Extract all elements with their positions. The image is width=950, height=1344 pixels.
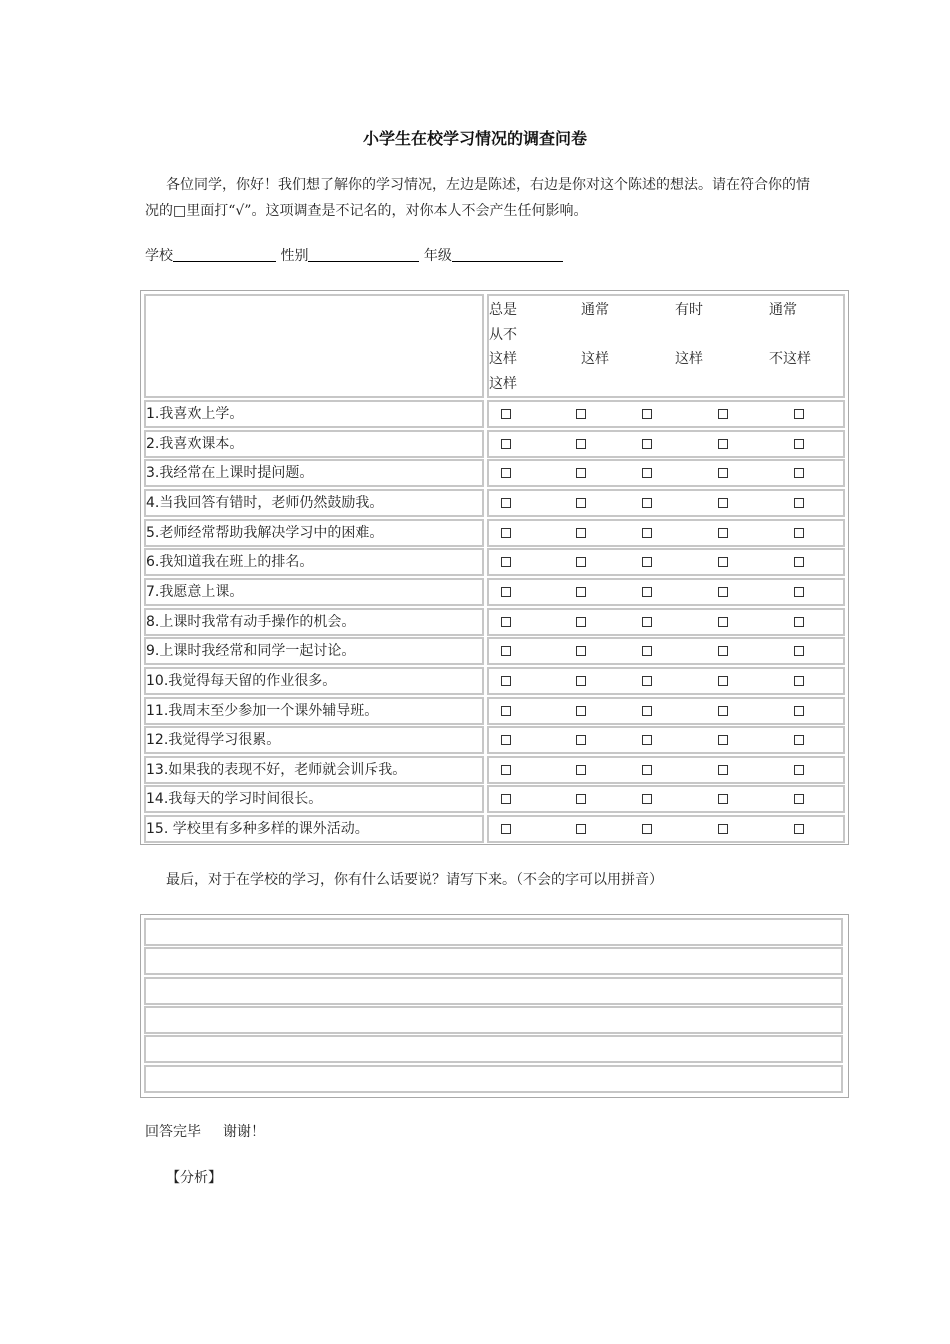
- checkbox-option-1[interactable]: [501, 528, 511, 538]
- question-text: [144, 785, 484, 813]
- checkbox-option-2[interactable]: [576, 557, 586, 567]
- checkbox-option-3[interactable]: [642, 468, 652, 478]
- answer-options: [487, 726, 845, 754]
- table-row: [144, 400, 845, 428]
- header-options-cell: [487, 294, 845, 398]
- checkbox-option-3[interactable]: [642, 617, 652, 627]
- checkbox-option-5[interactable]: [794, 468, 804, 478]
- checkbox-option-1[interactable]: [501, 409, 511, 419]
- gender-label: 性别: [280, 248, 309, 264]
- answer-options: [487, 756, 845, 784]
- header-sometimes: 有时: [675, 302, 703, 318]
- question-number: 14: [146, 791, 164, 808]
- intro-paragraph: 各位同学，你好！我们想了解你的学习情况，左边是陈述，右边是你对这个陈述的想法。请在符合你的情况的□里面打“√”。这项调查是不记名的，对你本人不会产生任何影响。: [145, 177, 810, 219]
- question-label: .我经常在上课时提问题。: [154, 465, 314, 482]
- checkbox-option-5[interactable]: [794, 794, 804, 804]
- question-text: [144, 400, 484, 428]
- checkbox-option-4[interactable]: [718, 706, 728, 716]
- question-label: .我知道我在班上的排名。: [154, 554, 314, 571]
- school-blank[interactable]: [173, 245, 276, 262]
- gender-blank[interactable]: [308, 245, 419, 262]
- checkbox-option-2[interactable]: [576, 676, 586, 686]
- checkbox-option-4[interactable]: [718, 587, 728, 597]
- question-label: .我喜欢上学。: [154, 406, 244, 422]
- checkbox-option-4[interactable]: [718, 439, 728, 449]
- thanks-text: 谢谢！: [223, 1124, 265, 1140]
- question-number: 4: [146, 494, 155, 511]
- done-text: 回答完毕: [145, 1124, 201, 1140]
- question-text: [144, 459, 484, 487]
- checkbox-option-1[interactable]: [501, 439, 511, 449]
- checkbox-option-4[interactable]: [718, 557, 728, 567]
- closing-prompt: 最后，对于在学校的学习，你有什么话要说？请写下来。（不会的字可以用拼音）: [166, 872, 663, 888]
- checkbox-option-1[interactable]: [501, 794, 511, 804]
- question-text: [144, 608, 484, 636]
- header-always: 总是: [489, 302, 517, 318]
- checkbox-option-5[interactable]: [794, 735, 804, 745]
- checkbox-option-3[interactable]: [642, 439, 652, 449]
- checkbox-option-3[interactable]: [642, 765, 652, 775]
- checkbox-option-4[interactable]: [718, 646, 728, 656]
- analysis-heading: 【分析】: [166, 1170, 222, 1186]
- question-label: .我周末至少参加一个课外辅导班。: [163, 702, 379, 719]
- checkbox-option-1[interactable]: [501, 557, 511, 567]
- answer-line[interactable]: [144, 977, 843, 1005]
- question-text: [144, 726, 484, 754]
- checkbox-option-2[interactable]: [576, 706, 586, 716]
- checkbox-option-5[interactable]: [794, 676, 804, 686]
- checkbox-option-3[interactable]: [642, 646, 652, 656]
- checkbox-option-1[interactable]: [501, 646, 511, 656]
- checkbox-option-5[interactable]: [794, 646, 804, 656]
- table-row: [144, 756, 845, 784]
- header-usually-not-suffix: 不这样: [769, 351, 811, 367]
- table-row: [144, 667, 845, 695]
- checkbox-option-1[interactable]: [501, 587, 511, 597]
- answer-line[interactable]: [144, 918, 843, 946]
- header-never-suffix: 这样: [489, 376, 517, 392]
- checkbox-option-1[interactable]: [501, 824, 511, 834]
- checkbox-option-2[interactable]: [576, 498, 586, 508]
- checkbox-option-4[interactable]: [718, 409, 728, 419]
- question-text: [144, 756, 484, 784]
- table-row: [144, 785, 845, 813]
- answer-options: [487, 815, 845, 843]
- question-number: 7: [146, 583, 155, 600]
- header-always-suffix: 这样: [489, 351, 517, 367]
- question-text: [144, 578, 484, 606]
- checkbox-option-5[interactable]: [794, 765, 804, 775]
- survey-table: [140, 290, 849, 845]
- checkbox-option-2[interactable]: [576, 528, 586, 538]
- checkbox-option-2[interactable]: [576, 439, 586, 449]
- checkbox-option-3[interactable]: [642, 676, 652, 686]
- checkbox-option-3[interactable]: [642, 409, 652, 419]
- checkbox-option-5[interactable]: [794, 409, 804, 419]
- question-text: [144, 815, 484, 843]
- answer-options: [487, 578, 845, 606]
- question-text: [144, 519, 484, 547]
- table-row: [144, 548, 845, 576]
- question-number: 8: [146, 613, 155, 630]
- question-text: [144, 637, 484, 665]
- checkbox-option-2[interactable]: [576, 735, 586, 745]
- question-number: 3: [146, 465, 155, 482]
- table-row: [144, 815, 845, 843]
- table-row: [144, 519, 845, 547]
- question-number: 1: [146, 406, 155, 422]
- question-number: 12: [146, 732, 164, 749]
- question-text: [144, 430, 484, 458]
- header-blank-cell: [144, 294, 484, 398]
- checkbox-option-5[interactable]: [794, 498, 804, 508]
- checkbox-option-3[interactable]: [642, 794, 652, 804]
- checkbox-option-5[interactable]: [794, 439, 804, 449]
- checkbox-option-3[interactable]: [642, 587, 652, 597]
- question-text: [144, 548, 484, 576]
- question-number: 10: [146, 672, 164, 689]
- checkbox-option-1[interactable]: [501, 765, 511, 775]
- checkbox-option-2[interactable]: [576, 824, 586, 834]
- checkbox-option-1[interactable]: [501, 735, 511, 745]
- checkbox-option-3[interactable]: [642, 706, 652, 716]
- school-label: 学校: [145, 248, 173, 264]
- answer-options: [487, 608, 845, 636]
- checkbox-option-4[interactable]: [718, 794, 728, 804]
- answer-options: [487, 697, 845, 725]
- answer-line[interactable]: [144, 1035, 843, 1063]
- answer-options: [487, 785, 845, 813]
- checkbox-option-1[interactable]: [501, 498, 511, 508]
- question-text: [144, 489, 484, 517]
- question-text: [144, 667, 484, 695]
- answer-line[interactable]: [144, 947, 843, 975]
- checkbox-option-2[interactable]: [576, 646, 586, 656]
- checkbox-option-4[interactable]: [718, 765, 728, 775]
- table-row: [144, 637, 845, 665]
- checkbox-option-4[interactable]: [718, 735, 728, 745]
- question-label: .老师经常帮助我解决学习中的困难。: [154, 524, 384, 541]
- checkbox-option-4[interactable]: [718, 617, 728, 627]
- question-number: 9: [146, 643, 155, 660]
- checkbox-option-5[interactable]: [794, 706, 804, 716]
- question-label: . 学校里有多种多样的课外活动。: [163, 821, 369, 838]
- info-fields: [145, 245, 563, 267]
- question-label: .上课时我常有动手操作的机会。: [154, 613, 356, 630]
- checkbox-option-1[interactable]: [501, 706, 511, 716]
- checkbox-option-4[interactable]: [718, 528, 728, 538]
- answer-options: [487, 459, 845, 487]
- answer-line[interactable]: [144, 1065, 843, 1093]
- question-text: [144, 697, 484, 725]
- answer-options: [487, 548, 845, 576]
- checkbox-option-3[interactable]: [642, 735, 652, 745]
- grade-label: 年级: [423, 248, 452, 264]
- question-number: 2: [146, 435, 155, 452]
- checkbox-option-5[interactable]: [794, 824, 804, 834]
- page-title: 小学生在校学习情况的调查问卷: [362, 129, 587, 148]
- checkbox-option-4[interactable]: [718, 468, 728, 478]
- checkbox-option-4[interactable]: [718, 824, 728, 834]
- checkbox-option-5[interactable]: [794, 587, 804, 597]
- checkbox-option-2[interactable]: [576, 587, 586, 597]
- answer-line[interactable]: [144, 1006, 843, 1034]
- header-sometimes-suffix: 这样: [675, 351, 703, 367]
- header-usually-not: 通常: [769, 302, 797, 318]
- question-number: 15: [146, 821, 164, 838]
- question-number: 5: [146, 524, 155, 541]
- checkbox-option-2[interactable]: [576, 765, 586, 775]
- question-label: .我觉得学习很累。: [163, 732, 281, 749]
- header-usually: 通常: [581, 302, 609, 318]
- completion-line: [145, 1122, 265, 1142]
- header-never: 从不: [489, 327, 517, 343]
- checkbox-option-2[interactable]: [576, 468, 586, 478]
- table-row: [144, 489, 845, 517]
- question-label: .我愿意上课。: [154, 583, 244, 600]
- table-row: [144, 578, 845, 606]
- answer-options: [487, 489, 845, 517]
- checkbox-option-4[interactable]: [718, 498, 728, 508]
- checkbox-option-1[interactable]: [501, 676, 511, 686]
- table-row: [144, 726, 845, 754]
- question-label: .上课时我经常和同学一起讨论。: [154, 643, 356, 660]
- checkbox-option-2[interactable]: [576, 617, 586, 627]
- checkbox-option-1[interactable]: [501, 617, 511, 627]
- question-label: .当我回答有错时，老师仍然鼓励我。: [154, 494, 384, 511]
- checkbox-option-4[interactable]: [718, 676, 728, 686]
- checkbox-option-1[interactable]: [501, 468, 511, 478]
- checkbox-option-3[interactable]: [642, 498, 652, 508]
- checkbox-option-2[interactable]: [576, 409, 586, 419]
- checkbox-option-5[interactable]: [794, 528, 804, 538]
- checkbox-option-3[interactable]: [642, 824, 652, 834]
- answer-options: [487, 430, 845, 458]
- checkbox-option-3[interactable]: [642, 528, 652, 538]
- answer-options: [487, 667, 845, 695]
- grade-blank[interactable]: [452, 245, 563, 262]
- question-label: .我觉得每天留的作业很多。: [163, 672, 337, 689]
- question-label: .我每天的学习时间很长。: [163, 791, 323, 808]
- answer-options: [487, 400, 845, 428]
- question-number: 11: [146, 702, 164, 719]
- table-row: [144, 430, 845, 458]
- question-number: 13: [146, 761, 164, 778]
- checkbox-option-5[interactable]: [794, 617, 804, 627]
- answer-box[interactable]: [140, 914, 849, 1098]
- question-label: .如果我的表现不好，老师就会训斥我。: [163, 761, 407, 778]
- table-row: [144, 608, 845, 636]
- question-label: .我喜欢课本。: [154, 435, 244, 452]
- checkbox-option-2[interactable]: [576, 794, 586, 804]
- answer-options: [487, 637, 845, 665]
- answer-options: [487, 519, 845, 547]
- table-row: [144, 697, 845, 725]
- question-number: 6: [146, 554, 155, 571]
- checkbox-option-5[interactable]: [794, 557, 804, 567]
- header-usually-suffix: 这样: [581, 351, 609, 367]
- table-row: [144, 459, 845, 487]
- checkbox-option-3[interactable]: [642, 557, 652, 567]
